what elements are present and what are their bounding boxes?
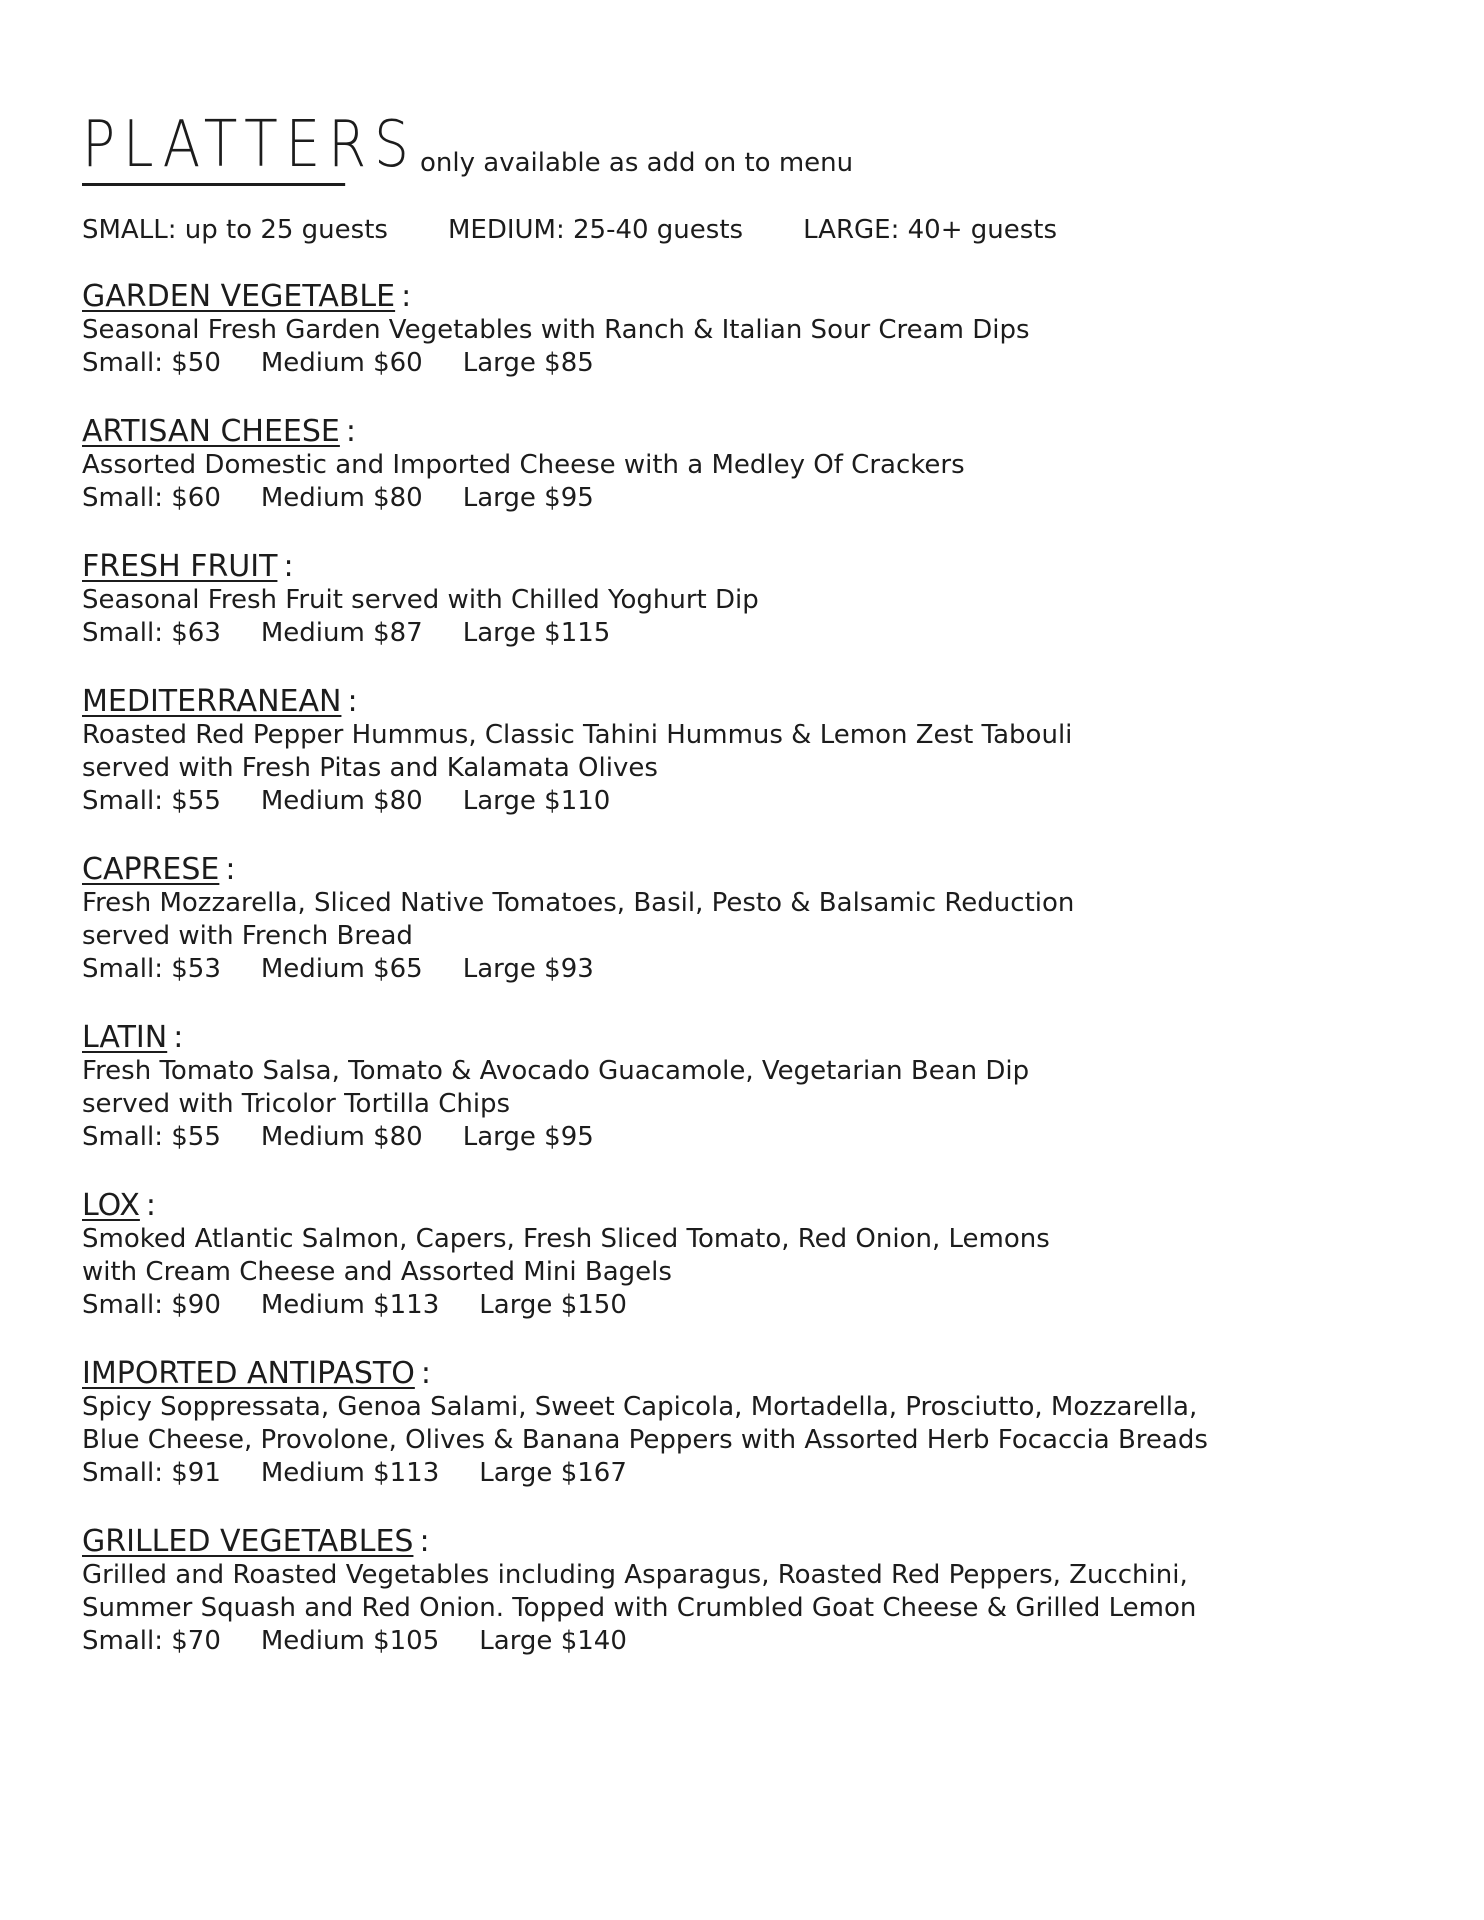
platter-name: GRILLED VEGETABLES xyxy=(82,1524,414,1559)
platter-heading xyxy=(82,685,1422,719)
size-legend xyxy=(82,215,1422,245)
price-small: Small: $90 xyxy=(82,1290,221,1320)
price-large: Large $167 xyxy=(479,1458,627,1488)
price-medium: Medium $65 xyxy=(260,954,423,984)
size-large: LARGE: 40+ guests xyxy=(803,215,1058,245)
price-medium: Medium $80 xyxy=(260,483,423,513)
price-large: Large $150 xyxy=(479,1290,627,1320)
platter-description: Blue Cheese, Provolone, Olives & Banana Peppers with Assorted Herb Focaccia Breads xyxy=(82,1425,1208,1455)
platter-prices xyxy=(82,1625,1422,1658)
platter-description: served with Fresh Pitas and Kalamata Olives xyxy=(82,753,658,783)
price-small: Small: $53 xyxy=(82,954,221,984)
platter-item xyxy=(82,550,1422,650)
platter-colon: : xyxy=(173,1020,184,1055)
page-subtitle: only available as add on to menu xyxy=(420,148,854,178)
platter-description: Smoked Atlantic Salmon, Capers, Fresh Sliced Tomato, Red Onion, Lemons xyxy=(82,1224,1050,1254)
platter-name: CAPRESE xyxy=(82,852,220,887)
platter-prices xyxy=(82,785,1422,818)
price-large: Large $140 xyxy=(479,1626,627,1656)
price-small: Small: $70 xyxy=(82,1626,221,1656)
platter-description: served with French Bread xyxy=(82,921,413,951)
size-medium: MEDIUM: 25-40 guests xyxy=(447,215,744,245)
platter-description: Spicy Soppressata, Genoa Salami, Sweet Capicola, Mortadella, Prosciutto, Mozzarella, xyxy=(82,1392,1198,1422)
platter-description: Assorted Domestic and Imported Cheese with a Medley Of Crackers xyxy=(82,450,965,480)
platter-name: GARDEN VEGETABLE xyxy=(82,279,396,314)
price-small: Small: $91 xyxy=(82,1458,221,1488)
platter-name: LATIN xyxy=(82,1020,168,1055)
platter-name: FRESH FRUIT xyxy=(82,549,278,584)
price-small: Small: $50 xyxy=(82,348,221,378)
platter-heading xyxy=(82,550,1422,584)
platter-heading xyxy=(82,853,1422,887)
platter-heading xyxy=(82,415,1422,449)
price-small: Small: $55 xyxy=(82,1122,221,1152)
price-large: Large $93 xyxy=(462,954,594,984)
platter-heading xyxy=(82,1525,1422,1559)
platter-description: Seasonal Fresh Fruit served with Chilled Yoghurt Dip xyxy=(82,585,759,615)
platter-item xyxy=(82,415,1422,515)
price-medium: Medium $80 xyxy=(260,1122,423,1152)
platter-prices xyxy=(82,1457,1422,1490)
platter-description: Fresh Tomato Salsa, Tomato & Avocado Guacamole, Vegetarian Bean Dip xyxy=(82,1056,1030,1086)
page-title: PLATTERS xyxy=(82,113,345,186)
platter-heading xyxy=(82,1189,1422,1223)
platter-description: Seasonal Fresh Garden Vegetables with Ranch & Italian Sour Cream Dips xyxy=(82,315,1030,345)
platter-colon: : xyxy=(347,684,358,719)
platter-name: LOX xyxy=(82,1188,140,1223)
platter-item xyxy=(82,1357,1422,1490)
platter-item xyxy=(82,280,1422,380)
platter-colon: : xyxy=(345,414,356,449)
price-large: Large $110 xyxy=(462,786,611,816)
platter-colon: : xyxy=(420,1356,431,1391)
platter-description: served with Tricolor Tortilla Chips xyxy=(82,1089,511,1119)
platter-item xyxy=(82,1189,1422,1322)
platter-colon: : xyxy=(283,549,294,584)
platter-heading xyxy=(82,1021,1422,1055)
platter-description: Grilled and Roasted Vegetables including Asparagus, Roasted Red Peppers, Zucchini, xyxy=(82,1560,1188,1590)
price-medium: Medium $87 xyxy=(260,618,423,648)
menu-page xyxy=(82,108,1422,1693)
price-large: Large $95 xyxy=(462,483,594,513)
price-medium: Medium $113 xyxy=(260,1290,440,1320)
platter-item xyxy=(82,685,1422,818)
price-small: Small: $55 xyxy=(82,786,221,816)
platter-colon: : xyxy=(225,852,236,887)
price-large: Large $115 xyxy=(462,618,611,648)
price-medium: Medium $80 xyxy=(260,786,423,816)
platter-item xyxy=(82,1021,1422,1154)
platter-prices xyxy=(82,482,1422,515)
platter-heading xyxy=(82,280,1422,314)
platter-name: IMPORTED ANTIPASTO xyxy=(82,1356,415,1391)
platter-prices xyxy=(82,1289,1422,1322)
platter-colon: : xyxy=(419,1524,430,1559)
platter-description: Fresh Mozzarella, Sliced Native Tomatoes, Basil, Pesto & Balsamic Reduction xyxy=(82,888,1075,918)
price-medium: Medium $113 xyxy=(260,1458,440,1488)
price-medium: Medium $60 xyxy=(260,348,423,378)
platter-prices xyxy=(82,953,1422,986)
platter-name: ARTISAN CHEESE xyxy=(82,414,340,449)
platter-prices xyxy=(82,347,1422,380)
platter-colon: : xyxy=(401,279,412,314)
menu-header xyxy=(82,108,1422,186)
platter-prices xyxy=(82,1121,1422,1154)
platter-description: Roasted Red Pepper Hummus, Classic Tahini Hummus & Lemon Zest Tabouli xyxy=(82,720,1073,750)
platter-description: with Cream Cheese and Assorted Mini Bagels xyxy=(82,1257,672,1287)
platter-name: MEDITERRANEAN xyxy=(82,684,342,719)
platter-prices xyxy=(82,617,1422,650)
platter-list xyxy=(82,280,1422,1658)
platter-heading xyxy=(82,1357,1422,1391)
price-medium: Medium $105 xyxy=(260,1626,440,1656)
price-large: Large $95 xyxy=(462,1122,594,1152)
size-small: SMALL: up to 25 guests xyxy=(82,215,388,245)
platter-colon: : xyxy=(145,1188,156,1223)
platter-item xyxy=(82,853,1422,986)
platter-description: Summer Squash and Red Onion. Topped with Crumbled Goat Cheese & Grilled Lemon xyxy=(82,1593,1197,1623)
price-small: Small: $63 xyxy=(82,618,221,648)
platter-item xyxy=(82,1525,1422,1658)
price-small: Small: $60 xyxy=(82,483,221,513)
price-large: Large $85 xyxy=(462,348,594,378)
